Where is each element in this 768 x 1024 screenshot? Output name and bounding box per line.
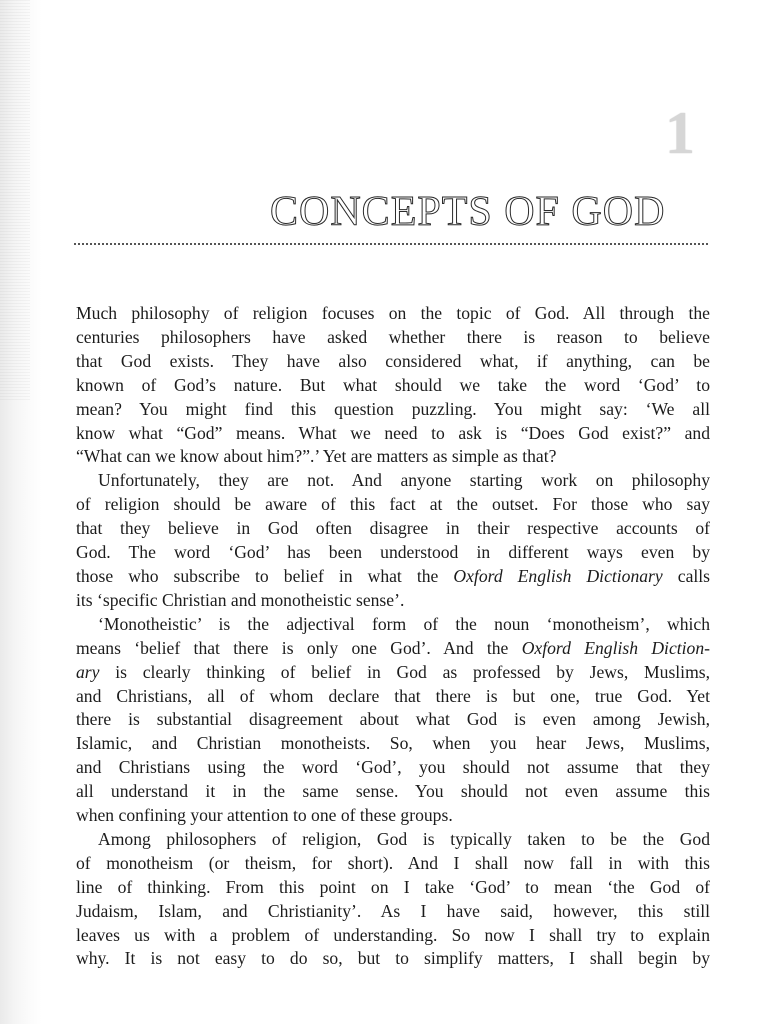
text-line	[76, 326, 710, 350]
text-run: calls	[662, 565, 710, 586]
text-run: leaves us with a problem of understanding. So now I shall try to explain	[76, 924, 710, 945]
text-run: Much philosophy of religion focuses on the topic of God. All through the	[76, 303, 710, 323]
italic-title: Oxford English Dictionary	[453, 565, 663, 586]
text-run: Unfortunately, they are not. And anyone starting work on philosophy	[98, 470, 710, 491]
text-run: when confining your attention to one of these groups.	[76, 805, 453, 826]
text-run: God. The word ‘God’ has been understood in different ways even by	[76, 542, 710, 563]
text-run: Islamic, and Christian monotheists. So, when you hear Jews, Muslims,	[76, 733, 710, 754]
text-run: know what “God” means. What we need to ask is “Does God exist?” and	[76, 422, 710, 443]
text-line	[76, 517, 710, 541]
text-line	[76, 469, 710, 493]
text-line	[76, 685, 710, 709]
text-line	[76, 637, 710, 661]
text-run: why. It is not easy to do so, but to simplify matters, I shall begin by	[76, 948, 710, 969]
text-run: means ‘belief that there is only one God’. And the	[76, 637, 522, 658]
text-line	[76, 350, 710, 374]
text-run: centuries philosophers have asked whether there is reason to believe	[76, 326, 710, 347]
paragraph	[76, 828, 710, 971]
text-run: there is substantial disagreement about what God is even among Jewish,	[76, 709, 710, 730]
text-run: those who subscribe to belief in what the	[76, 565, 454, 586]
text-line	[76, 876, 710, 900]
text-line	[76, 708, 710, 732]
text-run: Among philosophers of religion, God is typically taken to be the God	[98, 828, 710, 849]
text-run: is clearly thinking of belief in God as professed by Jews, Muslims,	[99, 661, 710, 682]
text-line	[76, 661, 710, 685]
page-edge-texture	[0, 0, 30, 400]
italic-title: Oxford English Diction-	[521, 637, 710, 658]
text-line	[76, 302, 710, 326]
text-line	[76, 900, 710, 924]
text-line	[76, 445, 710, 469]
text-line	[76, 422, 710, 446]
text-run: all understand it in the same sense. You should not even assume this	[76, 781, 710, 802]
text-line	[76, 613, 710, 637]
text-line	[76, 947, 710, 971]
text-run: of religion should be aware of this fact at the outset. For those who say	[76, 494, 710, 515]
text-line	[76, 374, 710, 398]
paragraph	[76, 302, 710, 469]
text-line	[76, 804, 710, 828]
text-run: its ‘specific Christian and monotheistic sense’.	[76, 589, 405, 610]
text-run: that God exists. They have also considered what, if anything, can be	[76, 350, 710, 371]
text-run: line of thinking. From this point on I take ‘God’ to mean ‘the God of	[76, 876, 710, 897]
paragraph	[76, 613, 710, 828]
text-line	[76, 732, 710, 756]
text-run: of monotheism (or theism, for short). And I shall now fall in with this	[76, 852, 710, 873]
chapter-number: 1	[665, 100, 695, 166]
text-line	[76, 828, 710, 852]
text-line	[76, 493, 710, 517]
text-run: and Christians, all of whom declare that there is but one, true God. Yet	[76, 685, 710, 706]
text-line	[76, 756, 710, 780]
text-run: mean? You might find this question puzzling. You might say: ‘We all	[76, 398, 710, 419]
text-run: “What can we know about him?”.’ Yet are matters as simple as that?	[76, 446, 557, 467]
text-line	[76, 780, 710, 804]
paragraph	[76, 469, 710, 612]
italic-title: ary	[76, 661, 100, 682]
text-run: known of God’s nature. But what should we take the word ‘God’ to	[76, 374, 710, 395]
text-run: ‘Monotheistic’ is the adjectival form of the noun ‘monotheism’, which	[98, 613, 710, 634]
text-run: Judaism, Islam, and Christianity’. As I have said, however, this still	[76, 900, 710, 921]
body-text	[76, 302, 710, 971]
text-line	[76, 398, 710, 422]
text-line	[76, 924, 710, 948]
text-run: and Christians using the word ‘God’, you should not assume that they	[76, 757, 710, 778]
text-line	[76, 589, 710, 613]
chapter-title: CONCEPTS OF GOD	[270, 189, 666, 235]
text-line	[76, 852, 710, 876]
text-run: that they believe in God often disagree in their respective accounts of	[76, 518, 710, 539]
title-divider	[74, 243, 708, 245]
text-line	[76, 565, 710, 589]
text-line	[76, 541, 710, 565]
